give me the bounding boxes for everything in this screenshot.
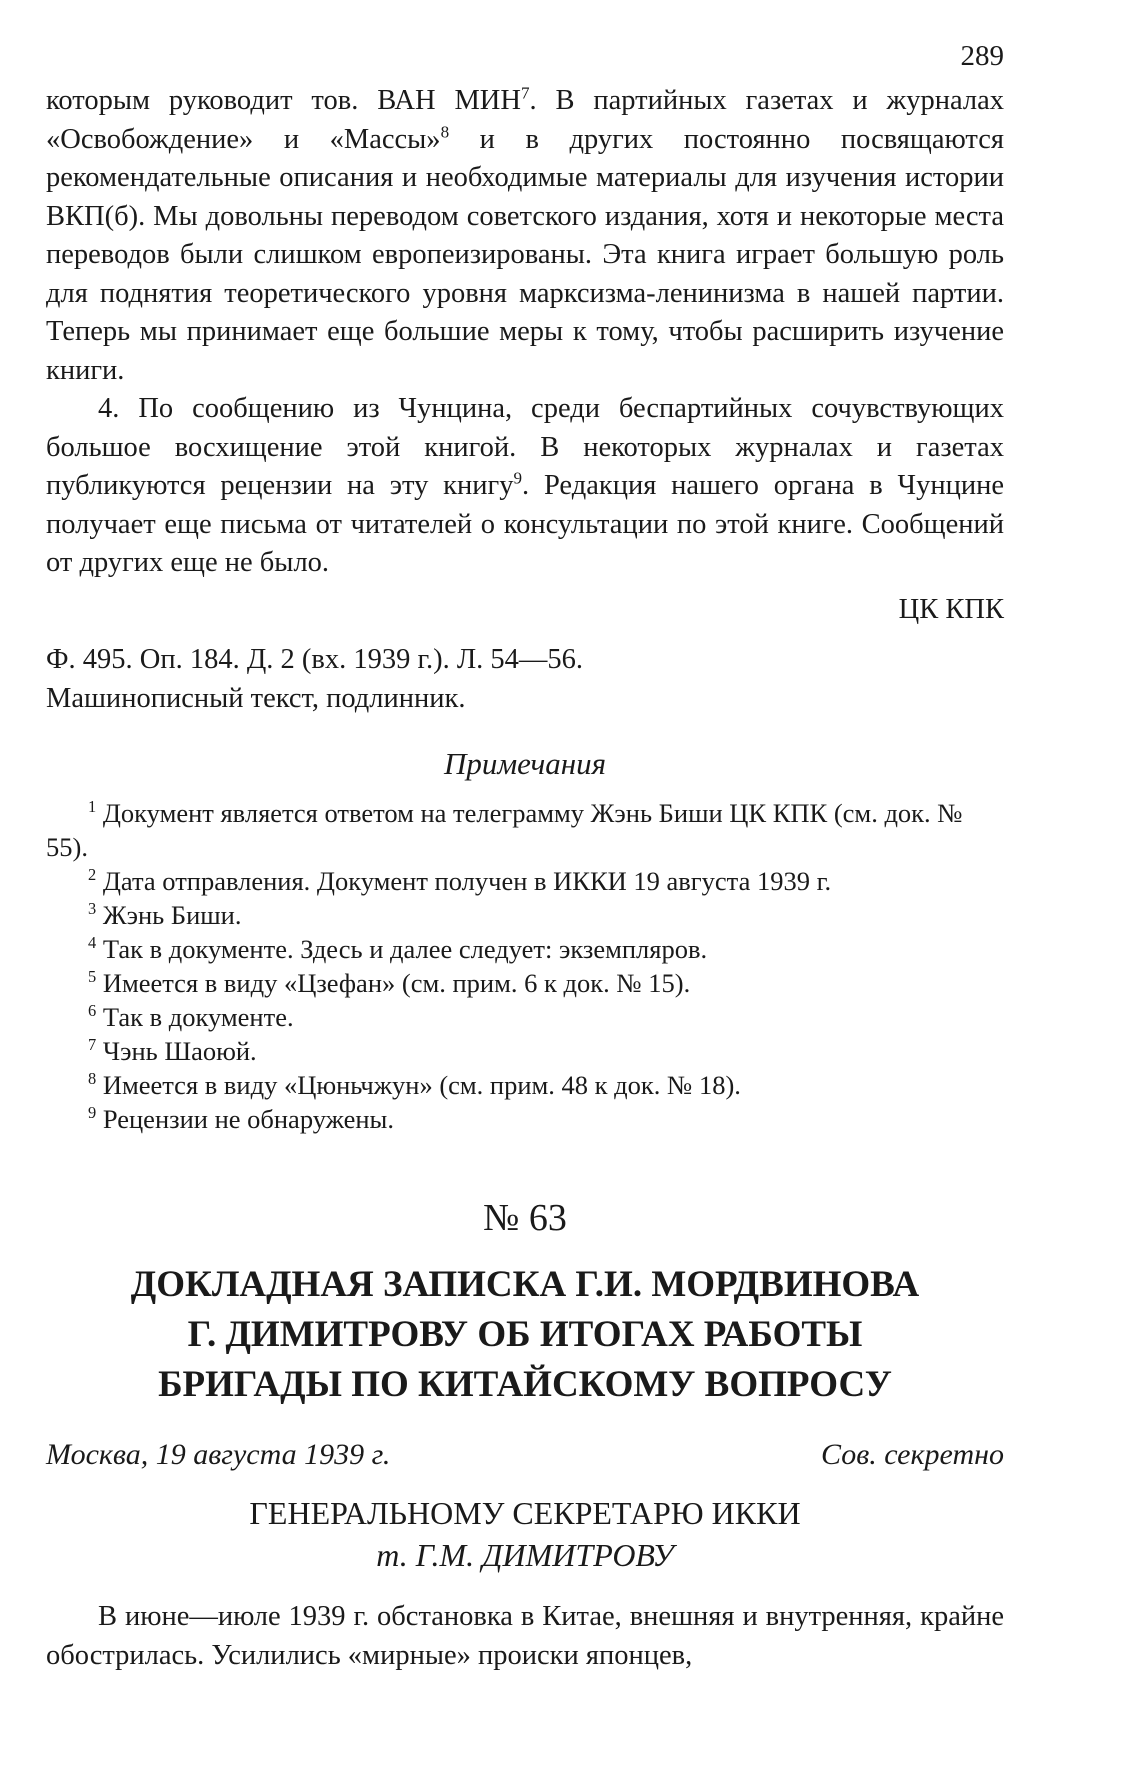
paragraph-2-text-a: 4. По сообщению из Чунцина, среди беспартийных сочувствующих большое восхищение этой книгой. В некоторых журналах и газетах публикуются рецензии на эту книгу: [46, 393, 1004, 501]
note-number: 3: [88, 899, 97, 919]
note-item: [46, 1034, 1004, 1068]
note-item: [46, 1102, 1004, 1136]
paragraph-2: [46, 390, 1004, 583]
document-title-line-3: БРИГАДЫ ПО КИТАЙСКОМУ ВОПРОСУ: [158, 1364, 892, 1405]
note-text: Так в документе. Здесь и далее следует: экземпляров.: [102, 934, 708, 964]
note-number: 9: [88, 1103, 97, 1123]
paragraph-1-text-b: . В партийных газетах и журналах «Освобождение» и «Массы»: [46, 85, 1004, 155]
note-number: 7: [88, 1035, 97, 1055]
note-number: 6: [88, 1001, 97, 1021]
footnote-ref-7: 7: [520, 83, 530, 103]
note-text: Рецензии не обнаружены.: [102, 1104, 394, 1134]
note-text: Документ является ответом на телеграмму Жэнь Биши ЦК КПК (см. док. № 55).: [46, 798, 963, 862]
note-text: Имеется в виду «Цюньчжун» (см. прим. 48 к док. № 18).: [102, 1070, 741, 1100]
note-number: 2: [88, 865, 97, 885]
note-number: 8: [88, 1069, 97, 1089]
paragraph-1-text-a: которым руководит тов. ВАН МИН: [46, 85, 521, 116]
page-number: 289: [960, 40, 1004, 72]
signature: ЦК КПК: [898, 593, 1004, 625]
note-text: Жэнь Биши.: [102, 900, 242, 930]
classification: Сов. секретно: [821, 1438, 1004, 1471]
footnote-ref-8: 8: [440, 122, 450, 141]
note-text: Чэнь Шаоюй.: [102, 1036, 257, 1066]
addressee-title: ГЕНЕРАЛЬНОМУ СЕКРЕТАРЮ ИККИ: [249, 1495, 801, 1531]
note-item: [46, 864, 1004, 898]
note-item: [46, 1068, 1004, 1102]
note-text: Так в документе.: [102, 1002, 294, 1032]
document-title-line-2: Г. ДИМИТРОВУ ОБ ИТОГАХ РАБОТЫ: [187, 1314, 863, 1355]
archive-source-line-1: Ф. 495. Оп. 184. Д. 2 (вх. 1939 г.). Л. 54—56.: [46, 644, 584, 675]
addressee-name: т. Г.М. ДИМИТРОВУ: [376, 1537, 674, 1573]
date-place: Москва, 19 августа 1939 г.: [46, 1438, 391, 1471]
note-item: [46, 1000, 1004, 1034]
paragraph-2-text-b: . Редакция нашего органа в Чунцине получает еще письма от читателей о консультации по этой книге. Сообщений от других еще не было.: [46, 470, 1004, 578]
note-item: [46, 796, 1004, 864]
note-text: Дата отправления. Документ получен в ИККИ 19 августа 1939 г.: [102, 866, 832, 896]
document-number: № 63: [483, 1197, 567, 1239]
document-page: [46, 38, 1004, 1675]
notes-heading: Примечания: [443, 746, 607, 781]
notes-list: [46, 796, 1004, 1136]
note-text: Имеется в виду «Цзефан» (см. прим. 6 к док. № 15).: [102, 968, 691, 998]
archive-source: [46, 641, 1004, 718]
note-number: 4: [88, 933, 97, 953]
note-item: [46, 898, 1004, 932]
note-item: [46, 932, 1004, 966]
archive-source-line-2: Машинописный текст, подлинник.: [46, 682, 466, 714]
note-item: [46, 966, 1004, 1000]
paragraph-1: [46, 82, 1004, 390]
dateline: [46, 1434, 1004, 1476]
document-title-line-1: ДОКЛАДНАЯ ЗАПИСКА Г.И. МОРДВИНОВА: [130, 1264, 920, 1305]
footnote-ref-9: 9: [513, 468, 522, 488]
document-title: [46, 1260, 1004, 1410]
note-number: 1: [88, 797, 97, 817]
paragraph-1-text-c: и в других постоянно посвящаются рекомендательные описания и необходимые материалы для изучения истории ВКП(б). Мы довольны переводом советского издания, хотя и некоторые места переводов были слишком европеизированы. Эта книга играет большую роль для поднятия теоретического уровня марксизма-ленинизма в нашей партии. Теперь мы принимает еще большие меры к тому, чтобы расширить изучение книги.: [46, 123, 1004, 386]
body-paragraph: В июне—июле 1939 г. обстановка в Китае, внешняя и внутренняя, крайне обострилась. Усилились «мирные» происки японцев,: [46, 1601, 1004, 1671]
note-number: 5: [88, 967, 97, 987]
